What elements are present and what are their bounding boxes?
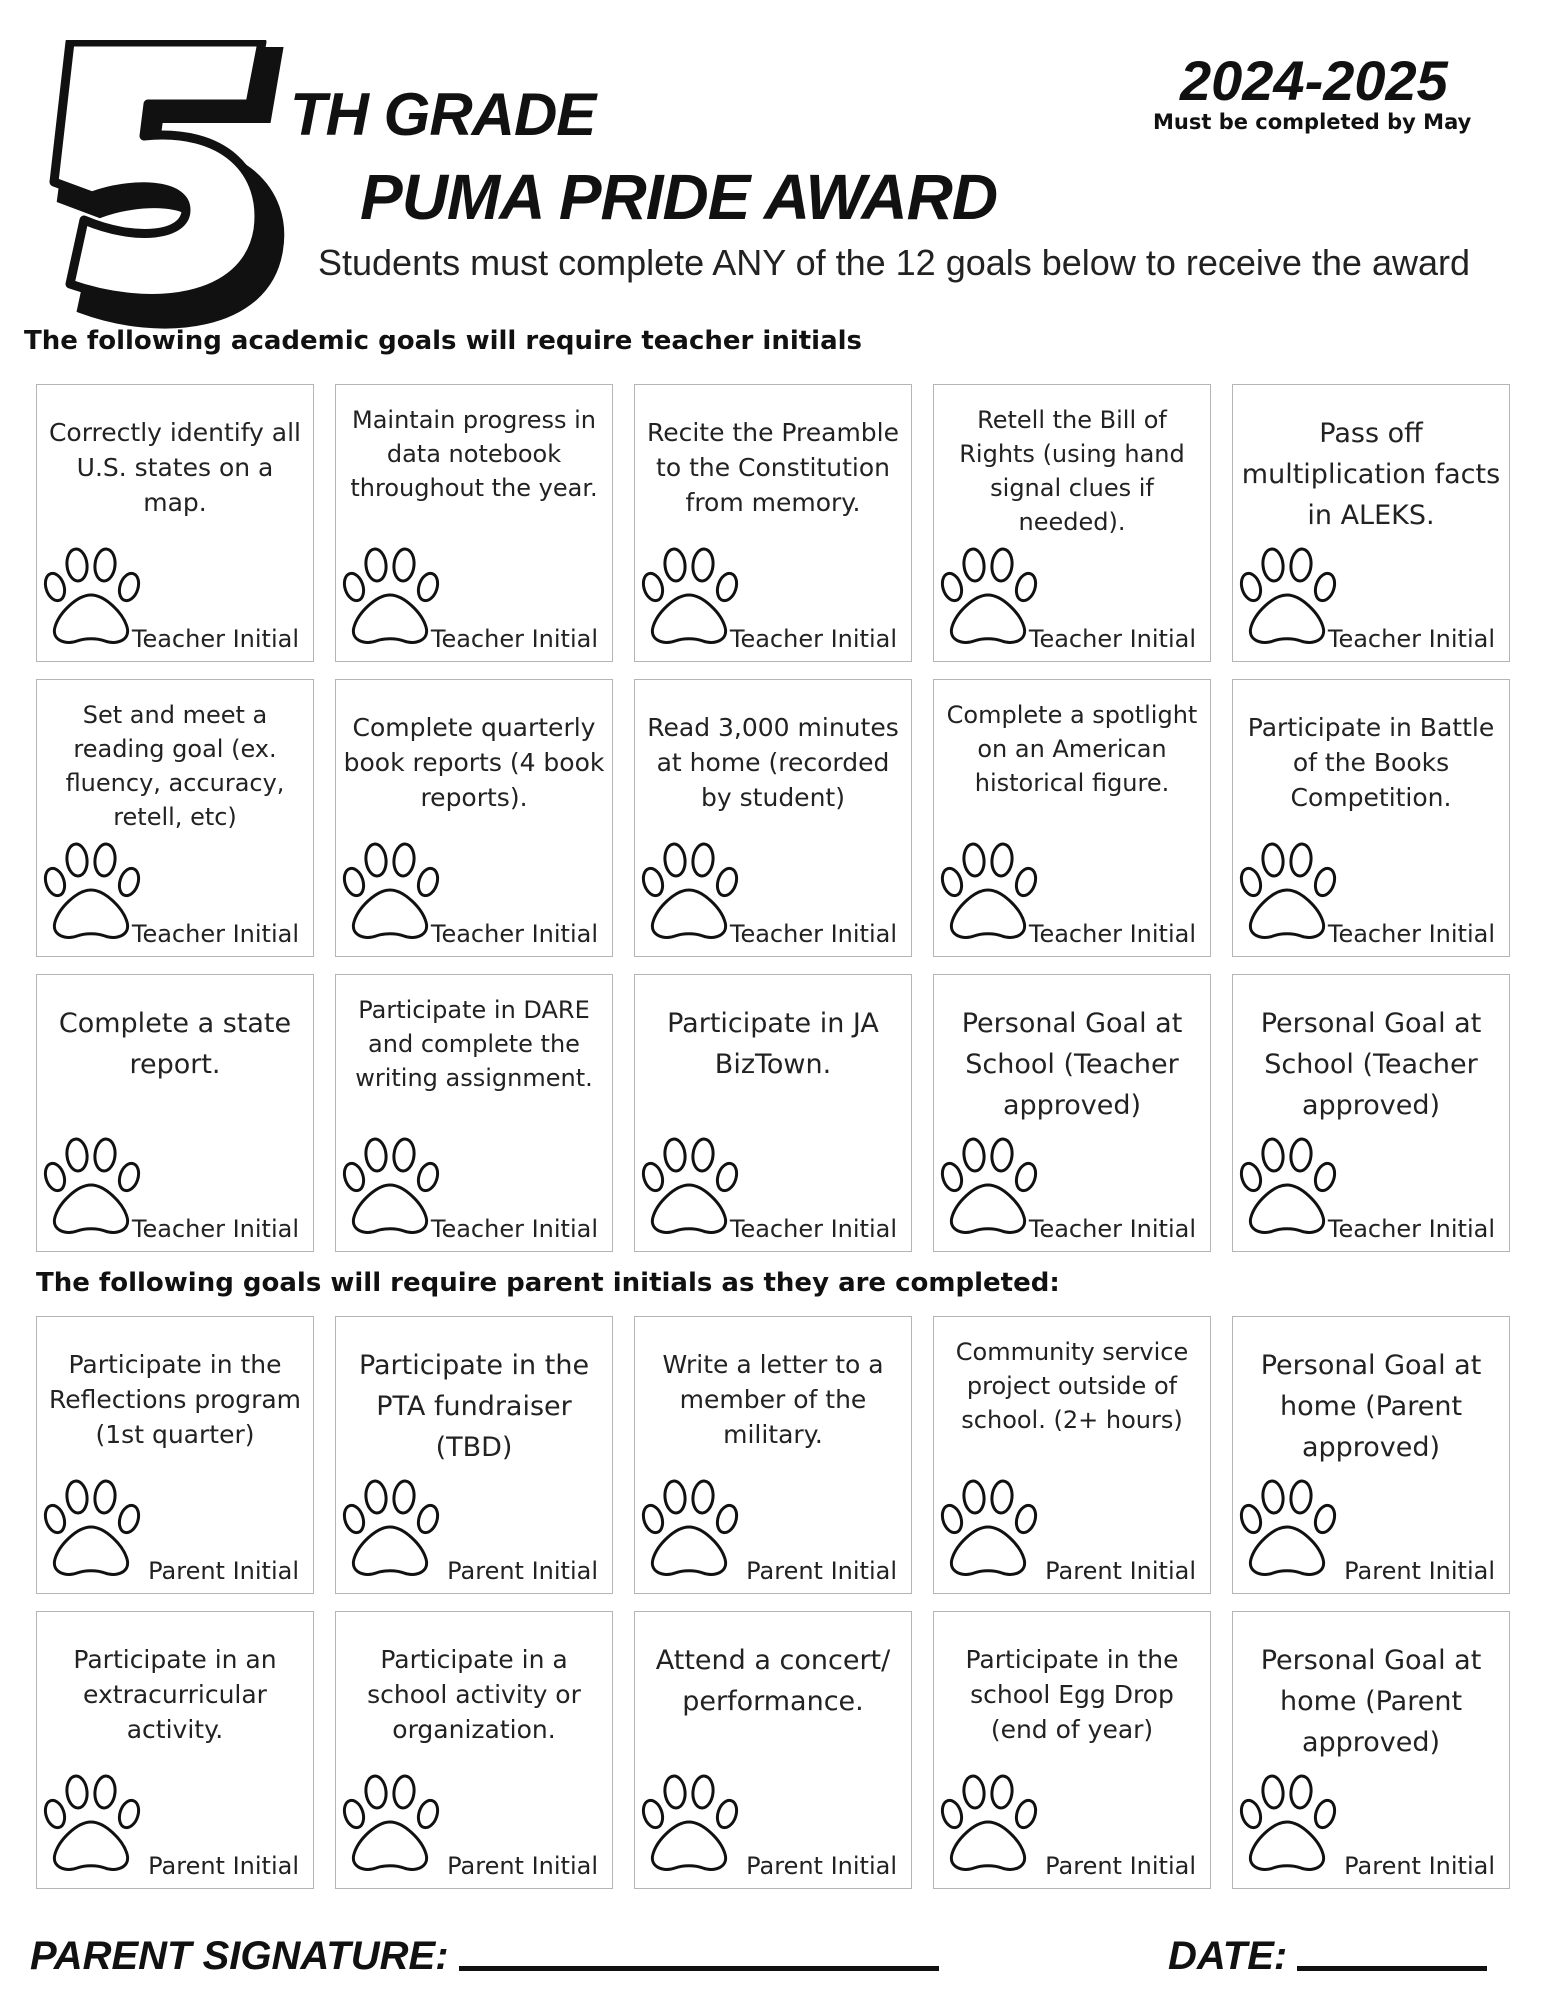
deadline-note: Must be completed by May	[1153, 110, 1472, 134]
paw-print-icon	[641, 1133, 739, 1237]
goal-text: Write a letter to a member of the military.	[662, 1350, 884, 1449]
parent-goal-card	[634, 1611, 912, 1889]
school-year: 2024-2025	[1180, 49, 1448, 112]
teacher-goal-card	[933, 974, 1211, 1252]
paw-print-icon	[940, 1770, 1038, 1874]
parent-goal-card	[335, 1316, 613, 1594]
signature-line[interactable]	[459, 1966, 939, 1971]
paw-print-icon	[940, 1475, 1038, 1579]
teacher-goal-card	[634, 384, 912, 662]
paw-print-icon	[641, 1770, 739, 1874]
teacher-initial-field[interactable]: Teacher Initial	[131, 625, 299, 653]
paw-print-icon	[1239, 838, 1337, 942]
parent-initial-field[interactable]: Parent Initial	[746, 1557, 897, 1585]
goal-text: Maintain progress in data notebook throughout the year.	[350, 406, 598, 502]
parent-initial-field[interactable]: Parent Initial	[746, 1852, 897, 1880]
parent-goal-card	[634, 1316, 912, 1594]
goal-text: Participate in the school Egg Drop (end of year)	[965, 1645, 1179, 1744]
goal-text: Retell the Bill of Rights (using hand signal clues if needed).	[959, 406, 1185, 536]
teacher-initial-field[interactable]: Teacher Initial	[1327, 625, 1495, 653]
goal-text: Complete a state report.	[58, 1008, 292, 1080]
award-title: PUMA PRIDE AWARD	[360, 161, 998, 233]
paw-print-icon	[940, 543, 1038, 647]
academic-section-heading: The following academic goals will require teacher initials	[24, 326, 863, 356]
paw-print-icon	[940, 838, 1038, 942]
paw-print-icon	[940, 1133, 1038, 1237]
paw-print-icon	[342, 1133, 440, 1237]
parent-goal-card	[933, 1611, 1211, 1889]
teacher-goal-card	[1232, 679, 1510, 957]
paw-print-icon	[1239, 543, 1337, 647]
teacher-goal-card	[36, 974, 314, 1252]
paw-print-icon	[43, 838, 141, 942]
goal-text: Participate in JA BizTown.	[667, 1008, 879, 1080]
teacher-initial-field[interactable]: Teacher Initial	[729, 1215, 897, 1243]
teacher-goal-card	[634, 679, 912, 957]
date-line[interactable]	[1297, 1966, 1487, 1971]
paw-print-icon	[43, 1475, 141, 1579]
goal-text: Personal Goal at School (Teacher approved)	[1260, 1008, 1482, 1121]
paw-print-icon	[1239, 1475, 1337, 1579]
goal-text: Participate in the PTA fundraiser (TBD)	[358, 1350, 590, 1463]
paw-print-icon	[43, 1770, 141, 1874]
teacher-goal-card	[335, 384, 613, 662]
goal-text: Personal Goal at home (Parent approved)	[1260, 1645, 1482, 1758]
teacher-goal-card	[335, 974, 613, 1252]
big-five-graphic	[40, 40, 290, 330]
paw-print-icon	[342, 1475, 440, 1579]
teacher-goal-card	[36, 384, 314, 662]
paw-print-icon	[641, 1475, 739, 1579]
goal-text: Attend a concert/ performance.	[655, 1645, 891, 1717]
parent-initial-field[interactable]: Parent Initial	[1344, 1852, 1495, 1880]
parent-initial-field[interactable]: Parent Initial	[447, 1557, 598, 1585]
teacher-initial-field[interactable]: Teacher Initial	[131, 920, 299, 948]
big-number-text: 5	[40, 40, 41, 41]
parent-initial-field[interactable]: Parent Initial	[148, 1557, 299, 1585]
goal-text: Community service project outside of school. (2+ hours)	[955, 1338, 1189, 1434]
teacher-goal-card	[1232, 384, 1510, 662]
teacher-goal-card	[36, 679, 314, 957]
goal-text: Participate in a school activity or organization.	[367, 1645, 581, 1744]
goal-text: Correctly identify all U.S. states on a map.	[48, 418, 302, 517]
parent-initial-field[interactable]: Parent Initial	[1045, 1852, 1196, 1880]
parent-initial-field[interactable]: Parent Initial	[1344, 1557, 1495, 1585]
teacher-goal-card	[933, 384, 1211, 662]
paw-print-icon	[43, 543, 141, 647]
parent-goals-grid	[36, 1316, 1516, 1889]
date-field[interactable]	[1168, 1934, 1487, 1979]
goal-text: Participate in DARE and complete the writing assignment.	[355, 996, 593, 1092]
teacher-initial-field[interactable]: Teacher Initial	[430, 625, 598, 653]
parent-signature-field[interactable]	[30, 1934, 939, 1979]
parent-goal-card	[335, 1611, 613, 1889]
grade-title: TH GRADE	[290, 81, 596, 148]
teacher-initial-field[interactable]: Teacher Initial	[729, 920, 897, 948]
goal-text: Complete a spotlight on an American historical figure.	[946, 701, 1198, 797]
goal-text: Set and meet a reading goal (ex. fluency, accuracy, retell, etc)	[65, 701, 285, 831]
teacher-goal-card	[1232, 974, 1510, 1252]
teacher-initial-field[interactable]: Teacher Initial	[131, 1215, 299, 1243]
parent-goal-card	[36, 1316, 314, 1594]
paw-print-icon	[1239, 1770, 1337, 1874]
academic-goals-grid	[36, 384, 1516, 1252]
teacher-initial-field[interactable]: Teacher Initial	[729, 625, 897, 653]
paw-print-icon	[641, 543, 739, 647]
teacher-initial-field[interactable]: Teacher Initial	[430, 920, 598, 948]
paw-print-icon	[1239, 1133, 1337, 1237]
teacher-goal-card	[634, 974, 912, 1252]
teacher-initial-field[interactable]: Teacher Initial	[1028, 920, 1196, 948]
paw-print-icon	[342, 838, 440, 942]
parent-goal-card	[1232, 1611, 1510, 1889]
goal-text: Participate in the Reflections program (1st quarter)	[48, 1350, 302, 1449]
teacher-initial-field[interactable]: Teacher Initial	[430, 1215, 598, 1243]
paw-print-icon	[342, 543, 440, 647]
teacher-goal-card	[335, 679, 613, 957]
parent-section-heading: The following goals will require parent initials as they are completed:	[36, 1268, 1060, 1298]
parent-goal-card	[1232, 1316, 1510, 1594]
parent-goal-card	[933, 1316, 1211, 1594]
goal-text: Personal Goal at home (Parent approved)	[1260, 1350, 1482, 1463]
parent-signature-label: PARENT SIGNATURE:	[30, 1934, 449, 1978]
teacher-initial-field[interactable]: Teacher Initial	[1327, 1215, 1495, 1243]
parent-initial-field[interactable]: Parent Initial	[1045, 1557, 1196, 1585]
paw-print-icon	[43, 1133, 141, 1237]
teacher-initial-field[interactable]: Teacher Initial	[1327, 920, 1495, 948]
paw-print-icon	[342, 1770, 440, 1874]
teacher-goal-card	[933, 679, 1211, 957]
goal-text: Complete quarterly book reports (4 book reports).	[343, 713, 605, 812]
intro-text: Students must complete ANY of the 12 goals below to receive the award	[318, 242, 1470, 283]
parent-initial-field[interactable]: Parent Initial	[148, 1852, 299, 1880]
goal-text: Pass off multiplication facts in ALEKS.	[1241, 418, 1501, 531]
goal-text: Participate in an extracurricular activity.	[73, 1645, 277, 1744]
parent-initial-field[interactable]: Parent Initial	[447, 1852, 598, 1880]
goal-text: Read 3,000 minutes at home (recorded by student)	[647, 713, 899, 812]
paw-print-icon	[641, 838, 739, 942]
goal-text: Personal Goal at School (Teacher approved)	[961, 1008, 1183, 1121]
teacher-initial-field[interactable]: Teacher Initial	[1028, 625, 1196, 653]
date-label: DATE:	[1168, 1934, 1288, 1978]
parent-goal-card	[36, 1611, 314, 1889]
goal-text: Participate in Battle of the Books Competition.	[1247, 713, 1495, 812]
teacher-initial-field[interactable]: Teacher Initial	[1028, 1215, 1196, 1243]
goal-text: Recite the Preamble to the Constitution from memory.	[646, 418, 900, 517]
